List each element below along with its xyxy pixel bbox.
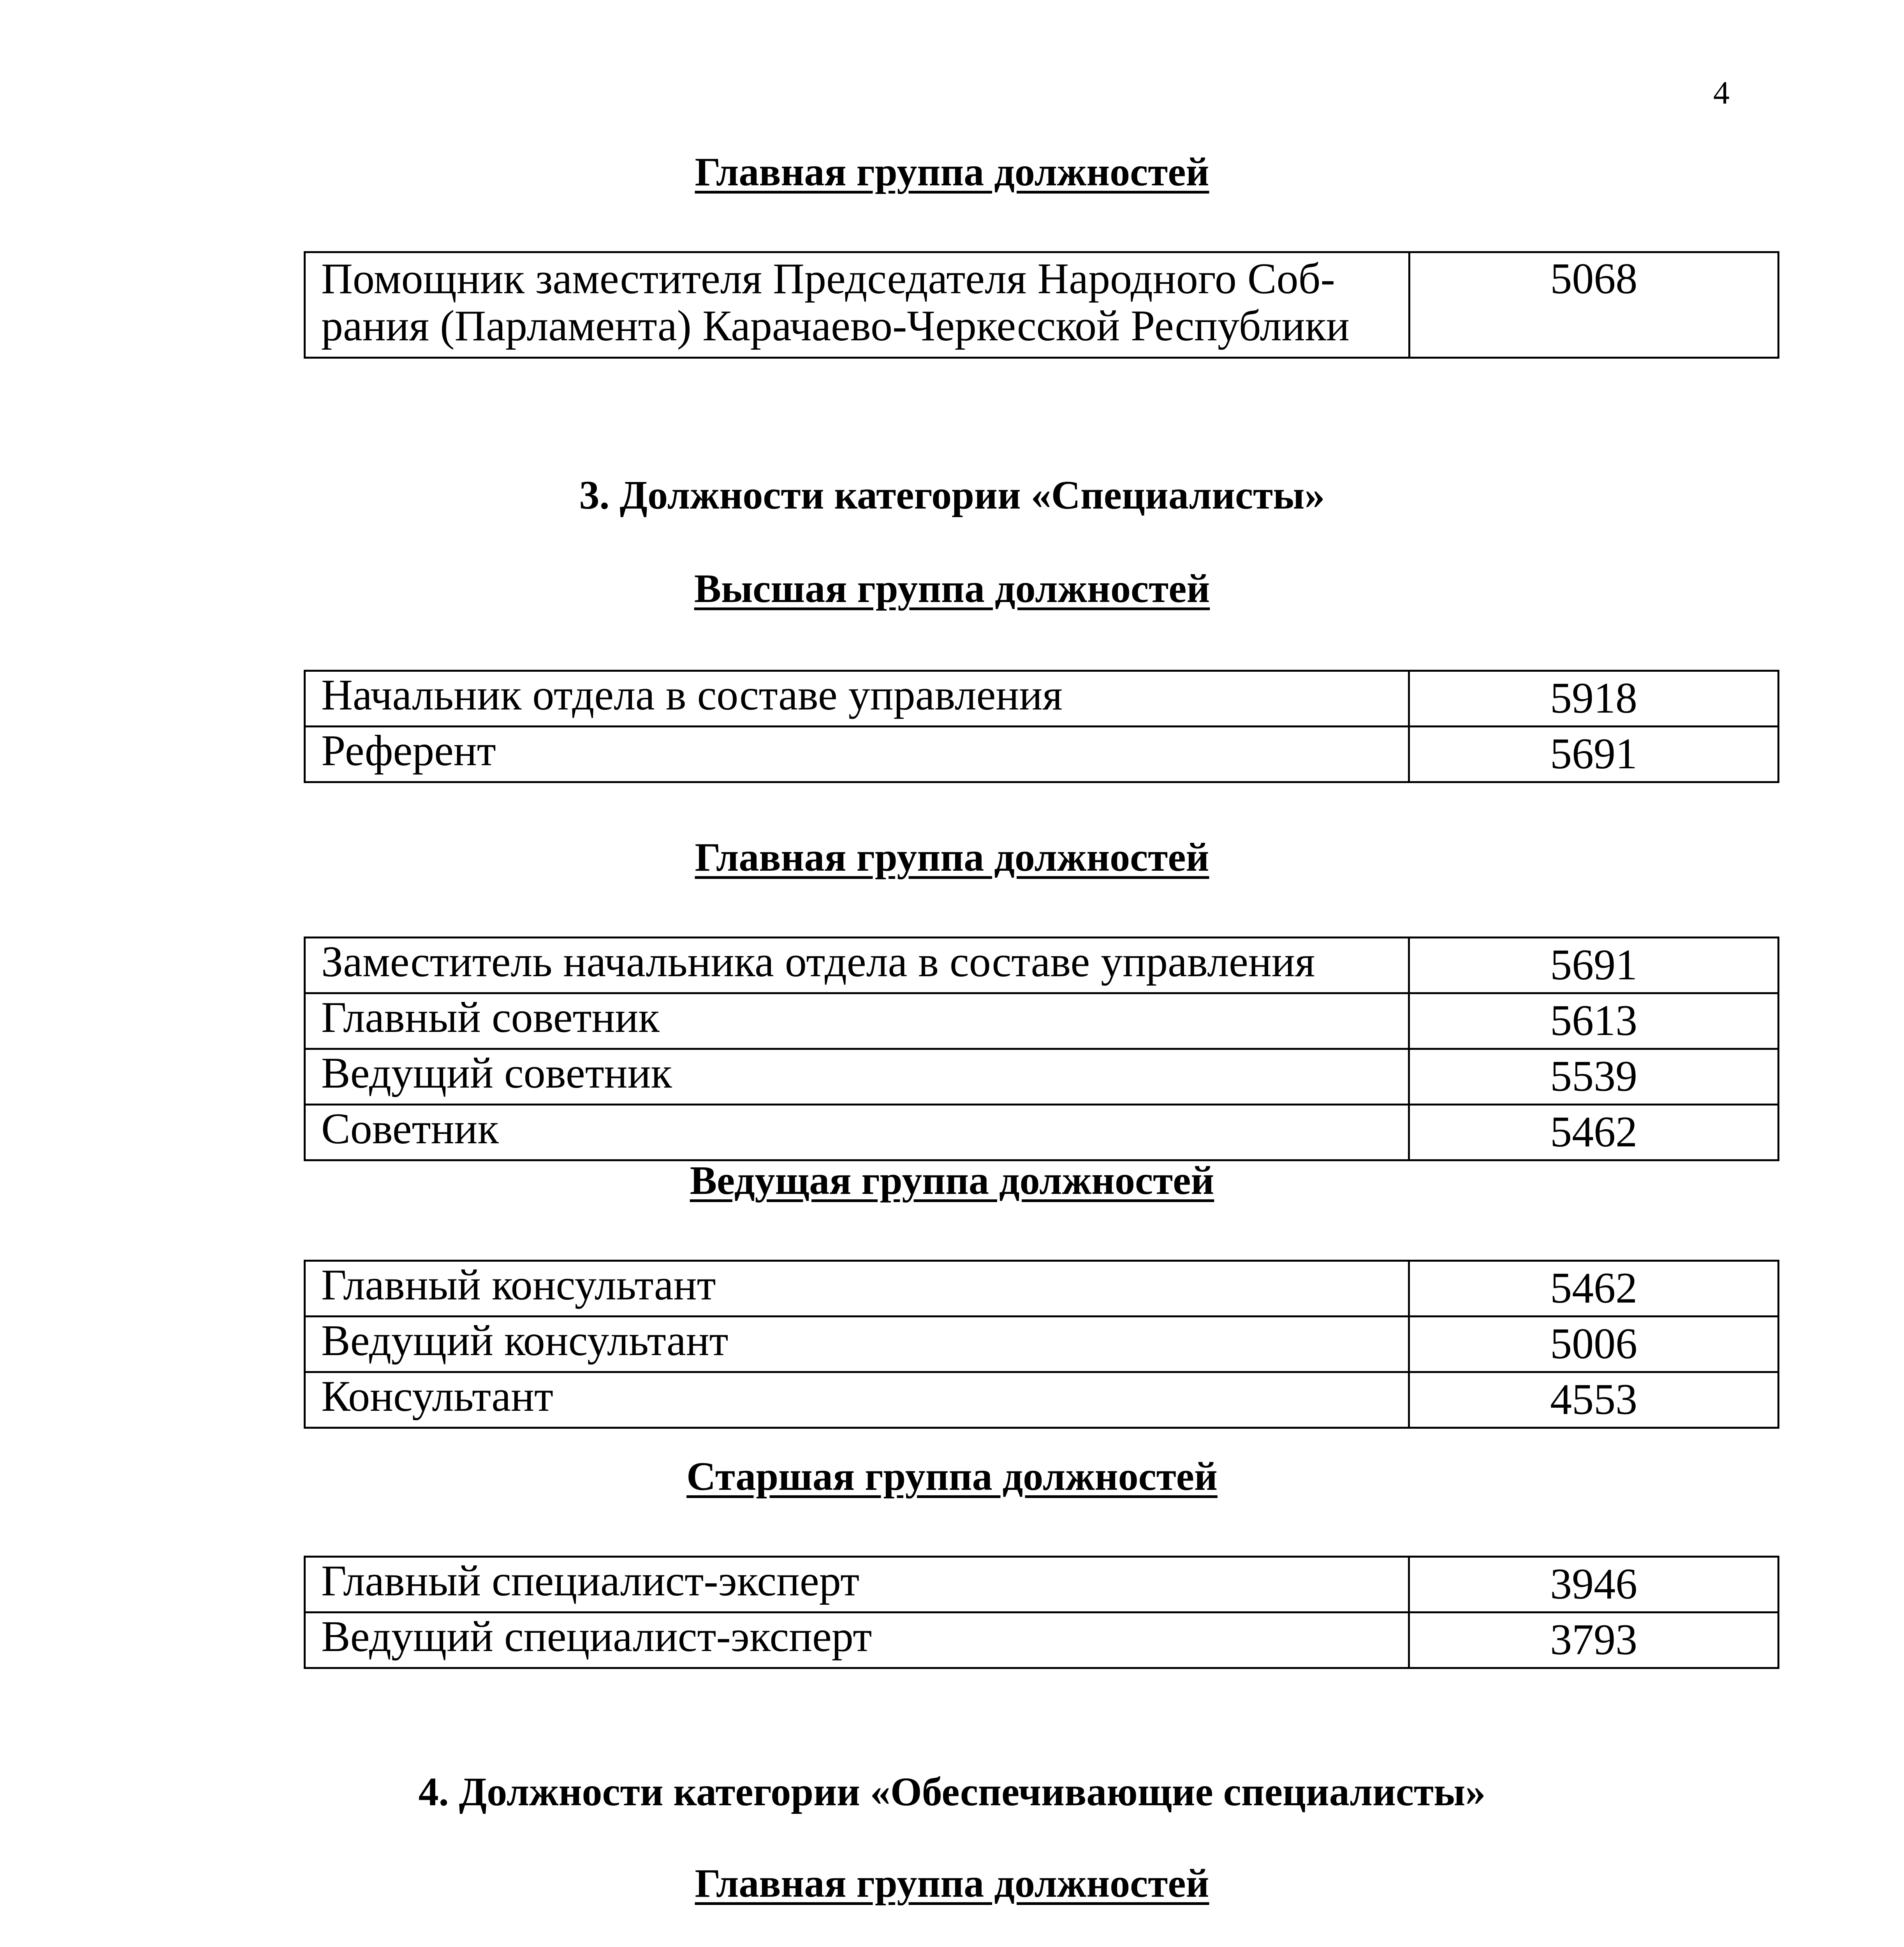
- position-name: Ведущий консультант: [305, 1317, 1409, 1372]
- table-row: [305, 727, 1779, 782]
- salary-value: 5462: [1409, 1105, 1779, 1160]
- salary-value: 3946: [1409, 1557, 1779, 1613]
- position-name: Ведущий специалист-эксперт: [305, 1613, 1409, 1668]
- table-row: [305, 1557, 1779, 1613]
- section-title-specialists: 3. Должности категории «Специалисты»: [579, 473, 1325, 518]
- table-row: [305, 1105, 1779, 1160]
- table-row: [305, 938, 1779, 993]
- page-number: 4: [1713, 75, 1730, 111]
- table-row: [305, 993, 1779, 1049]
- position-name: Помощник заместителя Председателя Народного Соб- рания (Парламента) Карачаево-Черкесской Республики: [305, 252, 1410, 358]
- group-title-main-3: Главная группа должностей: [695, 835, 1209, 880]
- position-name: Начальник отдела в составе управления: [305, 671, 1409, 727]
- salary-value: 4553: [1409, 1372, 1779, 1428]
- table-row: [305, 1613, 1779, 1668]
- salary-value: 5613: [1409, 993, 1779, 1049]
- position-name: Ведущий советник: [305, 1049, 1409, 1105]
- table-row: [305, 1372, 1779, 1428]
- position-name: Главный консультант: [305, 1261, 1409, 1317]
- group-title-leading-3: Ведущая группа должностей: [690, 1158, 1214, 1203]
- group-title-main-4: Главная группа должностей: [695, 1861, 1209, 1906]
- salary-value: 5462: [1409, 1261, 1779, 1317]
- salary-table-assistant: [304, 251, 1779, 359]
- salary-table-higher: [304, 670, 1779, 783]
- position-name: Заместитель начальника отдела в составе управления: [305, 938, 1409, 993]
- group-title-higher: Высшая группа должностей: [694, 566, 1210, 611]
- salary-table-leading-3: [304, 1260, 1779, 1429]
- group-title-main-1: Главная группа должностей: [695, 150, 1209, 194]
- salary-value: 3793: [1409, 1613, 1779, 1668]
- salary-value: 5691: [1409, 727, 1778, 782]
- table-row: [305, 1261, 1779, 1317]
- salary-value: 5006: [1409, 1317, 1779, 1372]
- position-name: Главный специалист-эксперт: [305, 1557, 1409, 1613]
- table-row: [305, 1317, 1779, 1372]
- table-row: [305, 252, 1779, 358]
- salary-value: 5918: [1409, 671, 1778, 727]
- position-name: Главный советник: [305, 993, 1409, 1049]
- position-name: Референт: [305, 727, 1409, 782]
- salary-table-senior: [304, 1556, 1779, 1669]
- table-row: [305, 671, 1779, 727]
- salary-value: 5691: [1409, 938, 1779, 993]
- table-row: [305, 1049, 1779, 1105]
- section-title-support-specialists: 4. Должности категории «Обеспечивающие специалисты»: [418, 1769, 1486, 1814]
- position-name: Советник: [305, 1105, 1409, 1160]
- position-name: Консультант: [305, 1372, 1409, 1428]
- salary-table-main-3: [304, 937, 1779, 1161]
- group-title-senior: Старшая группа должностей: [686, 1454, 1218, 1499]
- salary-value: 5068: [1409, 252, 1778, 358]
- salary-value: 5539: [1409, 1049, 1779, 1105]
